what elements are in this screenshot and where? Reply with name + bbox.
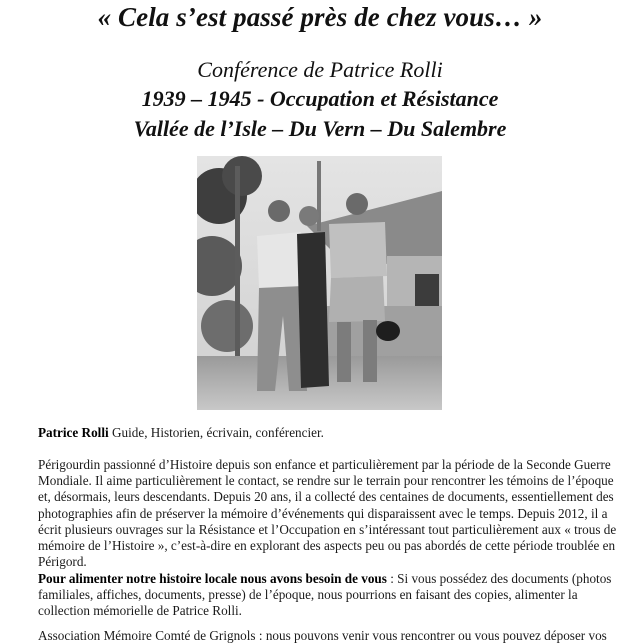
speaker-name: Patrice Rolli — [38, 425, 109, 440]
bio-paragraph — [38, 425, 618, 441]
conference-speaker: Conférence de Patrice Rolli — [197, 57, 443, 82]
conference-region: Vallée de l’Isle – Du Vern – Du Salembre — [133, 116, 507, 141]
historical-photo — [197, 156, 442, 410]
description-paragraph: Périgourdin passionné d’Histoire depuis son enfance et particulièrement par la période de la Seconde Guerre Mondiale. Il aime particulièrement le contact, se rendre sur le terrain pour rencontrer les témoins de l’époque et, désormais, leurs descendants. Depuis 20 ans, il a collecté des centaines de documents, essentiellement des photographies afin de préserver la mémoire d’événements qui disparaissent avec le temps. Depuis 2012, il a écrit plusieurs ouvrages sur la Résistance et l’Occupation en s’intéressant tout particulièrement aux « trous de mémoire de l’Histoire », c’est-à-dire en explorant des aspects peu ou pas abordés de cette période troublée en Périgord. — [38, 457, 617, 570]
conference-topic: 1939 – 1945 - Occupation et Résistance — [141, 86, 499, 111]
association-paragraph: Association Mémoire Comté de Grignols : nous pouvons venir vous rencontrer ou vous pouvez déposer vos — [38, 628, 607, 643]
appeal-paragraph — [38, 571, 618, 620]
speaker-roles: Guide, Historien, écrivain, conférencier. — [108, 425, 324, 440]
appeal-text: : Si vous possédez des documents (photos familiales, affiches, documents, presse) de l’époque, nous pourrions en faisant des copies, alimenter la collection mémorielle de Patrice Rolli. — [38, 571, 612, 619]
appeal-heading: Pour alimenter notre histoire locale nous avons besoin de vous — [38, 571, 387, 586]
poster-title: « Cela s’est passé près de chez vous… » — [97, 2, 543, 32]
photo-image — [197, 156, 442, 410]
